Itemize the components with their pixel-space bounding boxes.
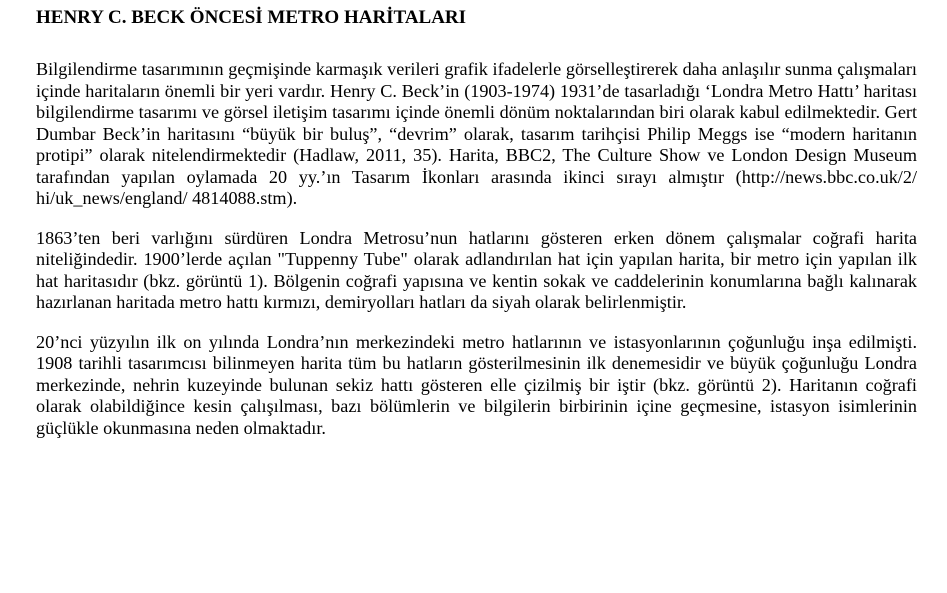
paragraph-early-maps: 1863’ten beri varlığını sürdüren Londra Metrosu’nun hatlarını gösteren erken dönem çalışmalar coğrafi harita niteliğindedir. 1900’lerde açılan "Tuppenny Tube" olarak adlandırılan hat için yapılan harita, bir metro için yapılan ilk hat haritasıdır (bkz. görüntü 1). Bölgenin coğrafi yapısına ve kentin sokak ve caddelerinin konumlarına bağlı kalınarak hazırlanan haritada metro hattı kırmızı, demiryolları hatları da siyah olarak belirlenmiştir. xyxy=(36,227,917,312)
paragraph-beck-map-significance: Bilgilendirme tasarımının geçmişinde karmaşık verileri grafik ifadelerle görselleştirerek daha anlaşılır sunma çalışmaları içinde haritaların önemli bir yeri vardır. Henry C. Beck’in (1903-1974) 1931’de tasarladığı ‘Londra Metro Hattı’ haritası bilgilendirme tasarımı ve görsel iletişim tasarımı içinde önemli dönüm noktalarından biri olarak kabul edilmektedir. Gert Dumbar Beck’in haritasını “büyük bir buluş”, “devrim” olarak, tasarım tarihçisi Philip Meggs ise “modern haritanın protipi” olarak nitelendirmektedir (Hadlaw, 2011, 35). Harita, BBC2, The Culture Show ve London Design Museum tarafından yapılan oylamada 20 yy.’ın Tasarım İkonları arasında ikinci sırayı almıştır (http://news.bbc.co.uk/2/ hi/uk_news/england/ 4814088.stm). xyxy=(36,59,917,208)
document-title: HENRY C. BECK ÖNCESİ METRO HARİTALARI xyxy=(36,7,467,28)
paragraph-1908-map: 20’nci yüzyılın ilk on yılında Londra’nın merkezindeki metro hatlarının ve istasyonlarının çoğunluğu inşa edilmişti. 1908 tarihli tasarımcısı bilinmeyen harita tüm bu hatların gösterilmesinin ilk denemesidir ve büyük çoğunluğu Londra merkezinde, nehrin kuzeyinde bulunan sekiz hattı gösteren elle çizilmiş bir iştir (bkz. görüntü 2). Haritanın coğrafi olarak olabildiğince kesin çalışılması, bazı bölümlerin ve bilgilerin birbirinin içine geçmesine, istasyon isimlerinin güçlükle okunmasına neden olmaktadır. xyxy=(36,331,917,438)
